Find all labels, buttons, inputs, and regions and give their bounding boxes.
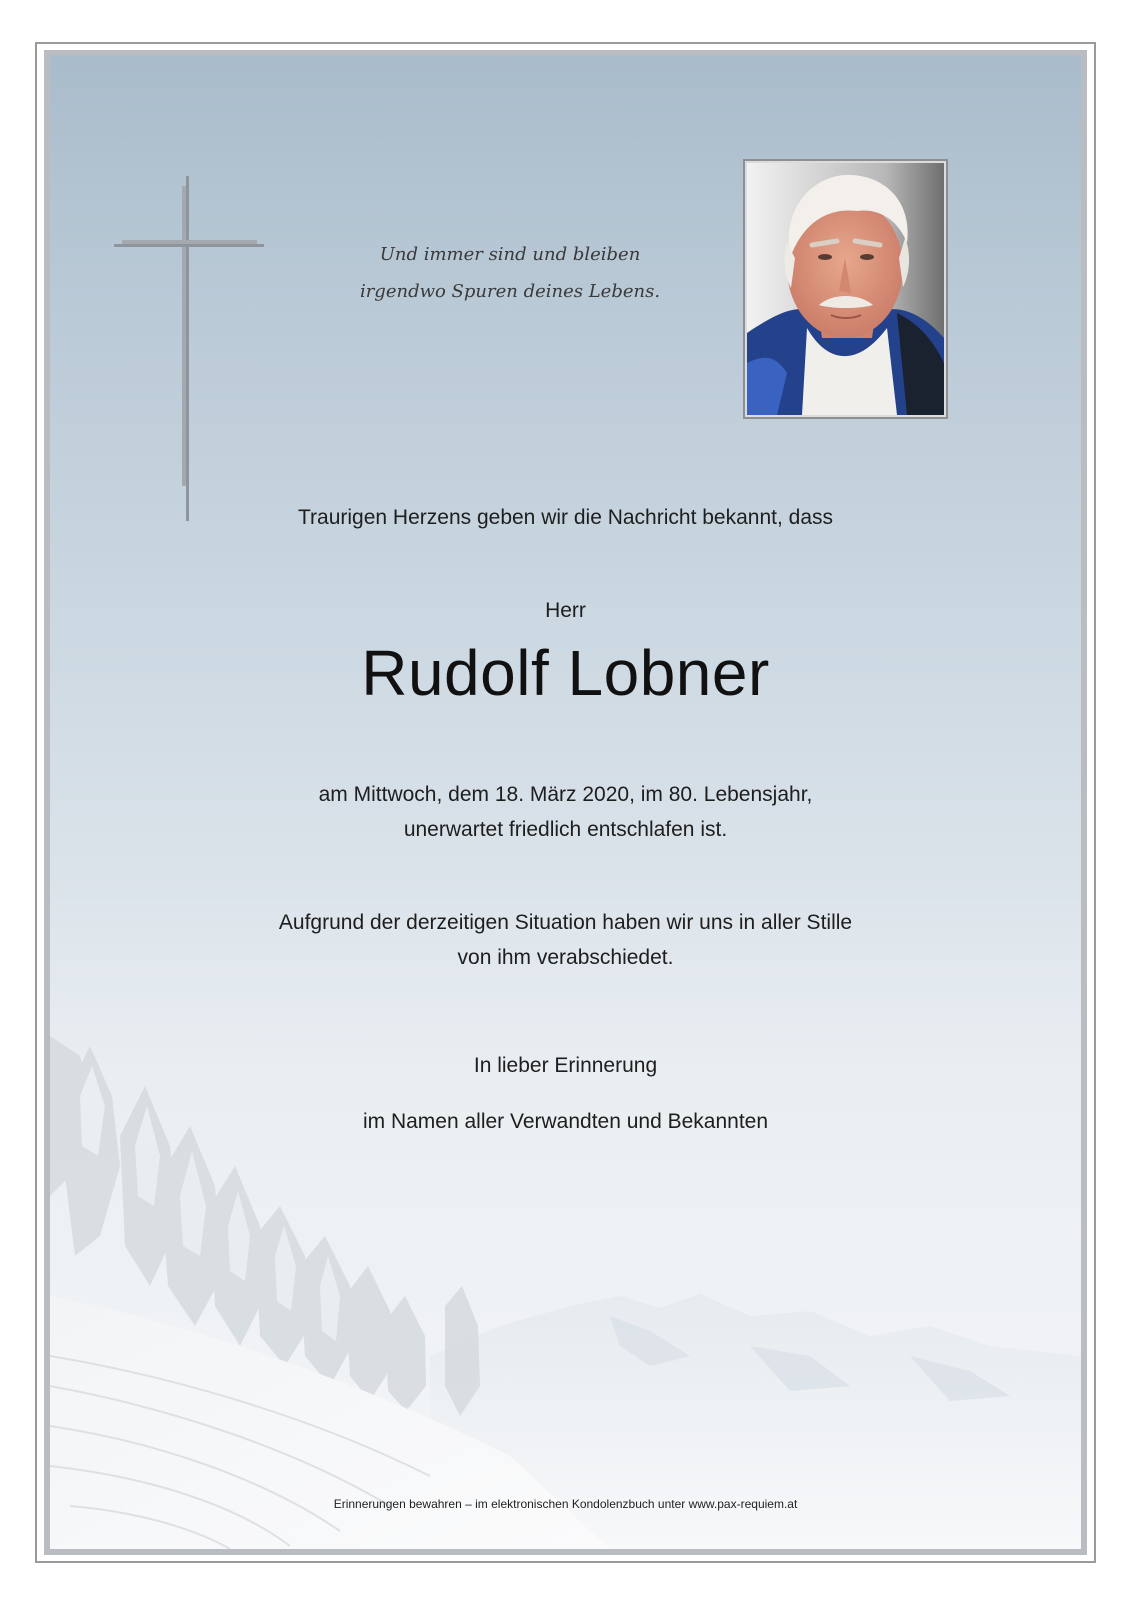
- death-date-line: am Mittwoch, dem 18. März 2020, im 80. Lebensjahr,: [318, 783, 813, 806]
- motto-line-2: irgendwo Spuren deines Lebens.: [359, 281, 661, 302]
- portrait-frame: [743, 159, 948, 419]
- obituary-card: [44, 50, 1087, 1555]
- motto-line-1: Und immer sind und bleiben: [379, 244, 641, 265]
- honorific: Herr: [545, 599, 586, 622]
- farewell-line-2: von ihm verabschiedet.: [457, 946, 674, 969]
- deceased-name: Rudolf Lobner: [361, 637, 770, 709]
- motto: [300, 236, 720, 310]
- intro-text: Traurigen Herzens geben wir die Nachricht bekannt, dass: [298, 506, 833, 529]
- remembrance-text: In lieber Erinnerung: [473, 1054, 658, 1077]
- farewell-line-1: Aufgrund der derzeitigen Situation haben wir uns in aller Stille: [278, 911, 853, 934]
- portrait-photo: [747, 163, 944, 415]
- signature-text: im Namen aller Verwandten und Bekannten: [362, 1110, 769, 1133]
- latin-cross-icon: [114, 176, 264, 521]
- death-circumstance-line: unerwartet friedlich entschlafen ist.: [403, 818, 728, 841]
- condolence-book-note: Erinnerungen bewahren – im elektronischen Kondolenzbuch unter www.pax-requiem.at: [333, 1497, 798, 1511]
